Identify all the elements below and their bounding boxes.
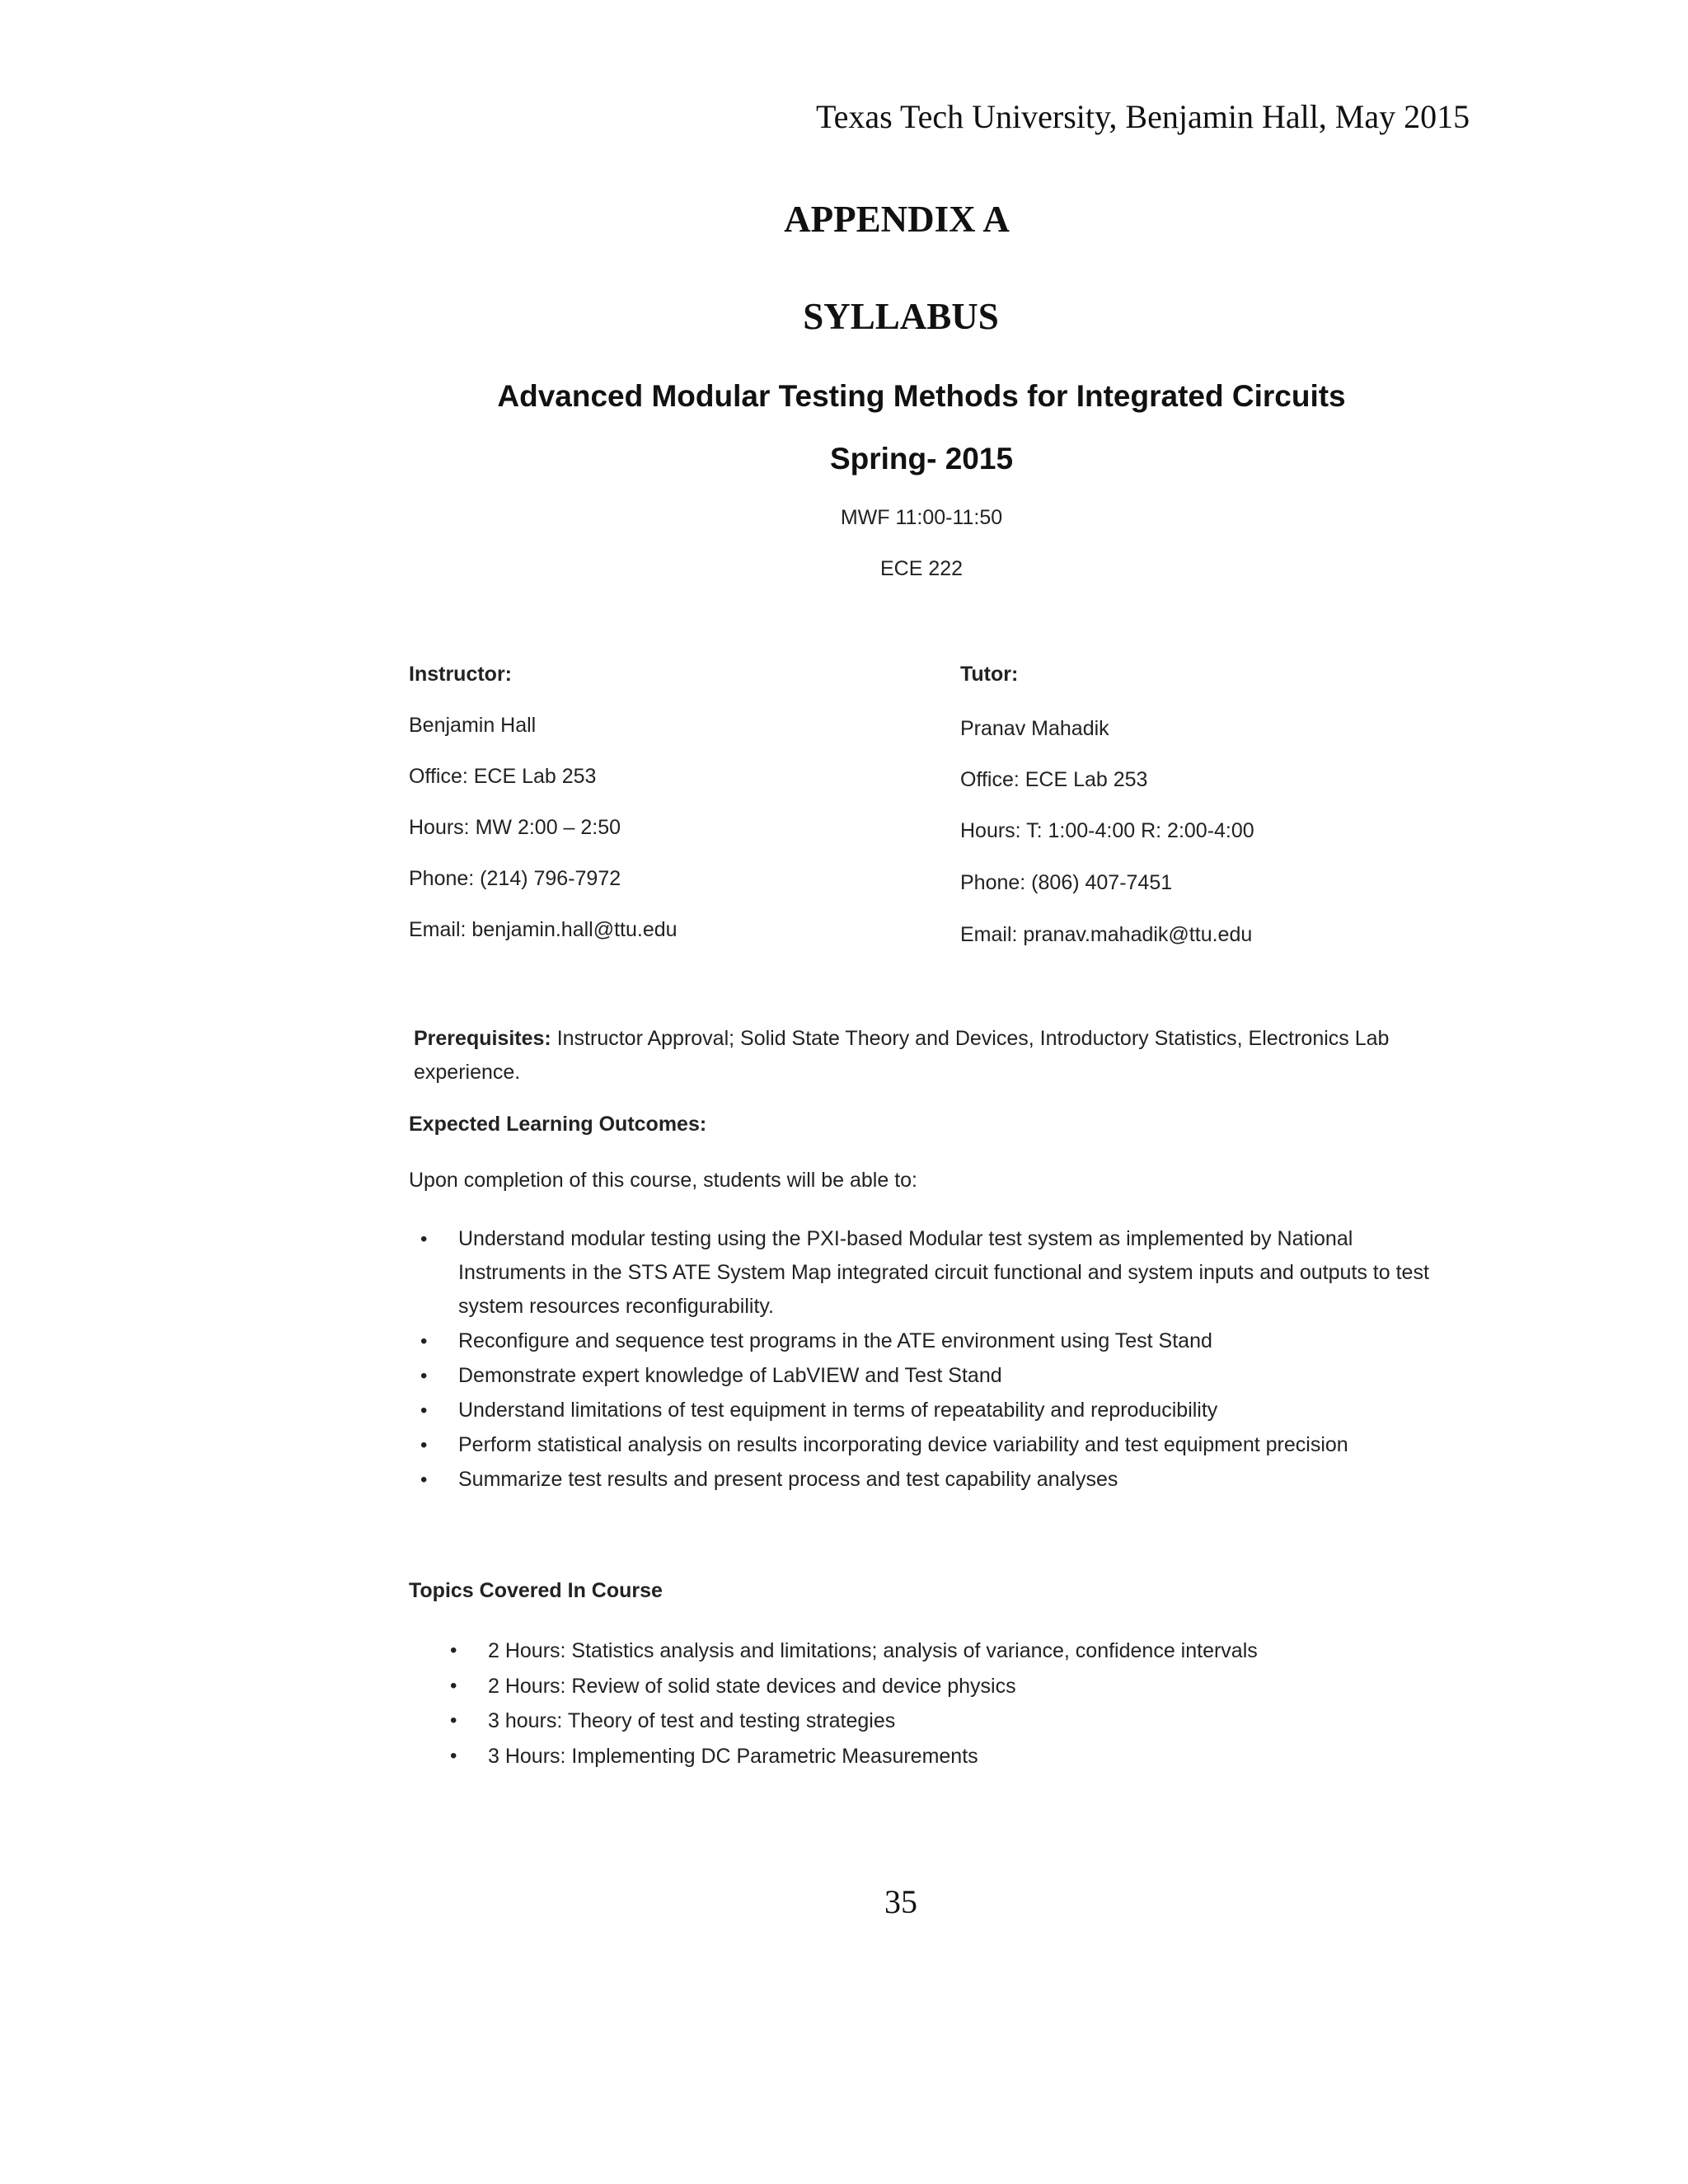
bullet-icon: •: [420, 1399, 428, 1422]
class-schedule: MWF 11:00-11:50: [840, 506, 1003, 529]
bullet-icon: •: [450, 1744, 457, 1767]
list-item: • Understand modular testing using the PXI-based Modular test system as implemented by National Instruments in the STS ATE System Map integrated circuit functional and system inputs and outputs to test system resources reconfigurability.: [409, 1222, 1456, 1324]
bullet-icon: •: [450, 1709, 457, 1732]
instructor-heading: Instructor:: [409, 663, 512, 686]
list-item: • Perform statistical analysis on results incorporating device variability and test equipment precision: [409, 1428, 1456, 1462]
tutor-office: Office: ECE Lab 253: [960, 768, 1148, 791]
prerequisites: [409, 1022, 1452, 1090]
list-item: • 2 Hours: Review of solid state devices and device physics: [438, 1669, 1428, 1704]
syllabus-title: SYLLABUS: [803, 296, 999, 337]
instructor-email: Email: benjamin.hall@ttu.edu: [409, 918, 678, 941]
tutor-hours: Hours: T: 1:00-4:00 R: 2:00-4:00: [960, 819, 1254, 842]
prerequisites-label: Prerequisites:: [414, 1027, 551, 1050]
list-item: • 3 Hours: Implementing DC Parametric Measurements: [438, 1739, 1428, 1774]
bullet-icon: •: [450, 1639, 457, 1661]
appendix-title: APPENDIX A: [784, 199, 1010, 240]
topic-list: [438, 1633, 1428, 1774]
list-item: • 3 hours: Theory of test and testing strategies: [438, 1704, 1428, 1739]
bullet-icon: •: [450, 1674, 457, 1697]
page-number: 35: [884, 1883, 917, 1920]
running-header: Texas Tech University, Benjamin Hall, May 2015: [816, 98, 1470, 135]
instructor-phone: Phone: (214) 796-7972: [409, 867, 621, 890]
instructor-office: Office: ECE Lab 253: [409, 765, 597, 788]
list-item: • Summarize test results and present process and test capability analyses: [409, 1463, 1456, 1497]
prerequisites-text: Instructor Approval; Solid State Theory and Devices, Introductory Statistics, Electronics Lab experience.: [414, 1027, 1390, 1084]
outcomes-heading: Expected Learning Outcomes:: [409, 1113, 707, 1136]
instructor-hours: Hours: MW 2:00 – 2:50: [409, 816, 621, 839]
tutor-email: Email: pranav.mahadik@ttu.edu: [960, 923, 1253, 946]
topics-heading: Topics Covered In Course: [409, 1579, 663, 1602]
bullet-icon: •: [420, 1228, 428, 1250]
outcomes-intro: Upon completion of this course, students will be able to:: [409, 1169, 918, 1192]
tutor-phone: Phone: (806) 407-7451: [960, 871, 1173, 894]
list-item: • 2 Hours: Statistics analysis and limitations; analysis of variance, confidence intervals: [438, 1633, 1428, 1669]
list-item: • Demonstrate expert knowledge of LabVIEW and Test Stand: [409, 1359, 1456, 1393]
outcome-list: [409, 1222, 1456, 1497]
class-room: ECE 222: [879, 557, 964, 580]
list-item: • Reconfigure and sequence test programs in the ATE environment using Test Stand: [409, 1324, 1456, 1358]
semester: Spring- 2015: [829, 442, 1014, 476]
tutor-name: Pranav Mahadik: [960, 717, 1109, 740]
tutor-heading: Tutor:: [960, 663, 1019, 686]
bullet-icon: •: [420, 1330, 428, 1352]
bullet-icon: •: [420, 1469, 428, 1491]
instructor-name: Benjamin Hall: [409, 714, 537, 737]
course-title: Advanced Modular Testing Methods for Integrated Circuits: [497, 379, 1346, 413]
bullet-icon: •: [420, 1434, 428, 1456]
list-item: • Understand limitations of test equipment in terms of repeatability and reproducibility: [409, 1394, 1456, 1427]
bullet-icon: •: [420, 1365, 428, 1387]
